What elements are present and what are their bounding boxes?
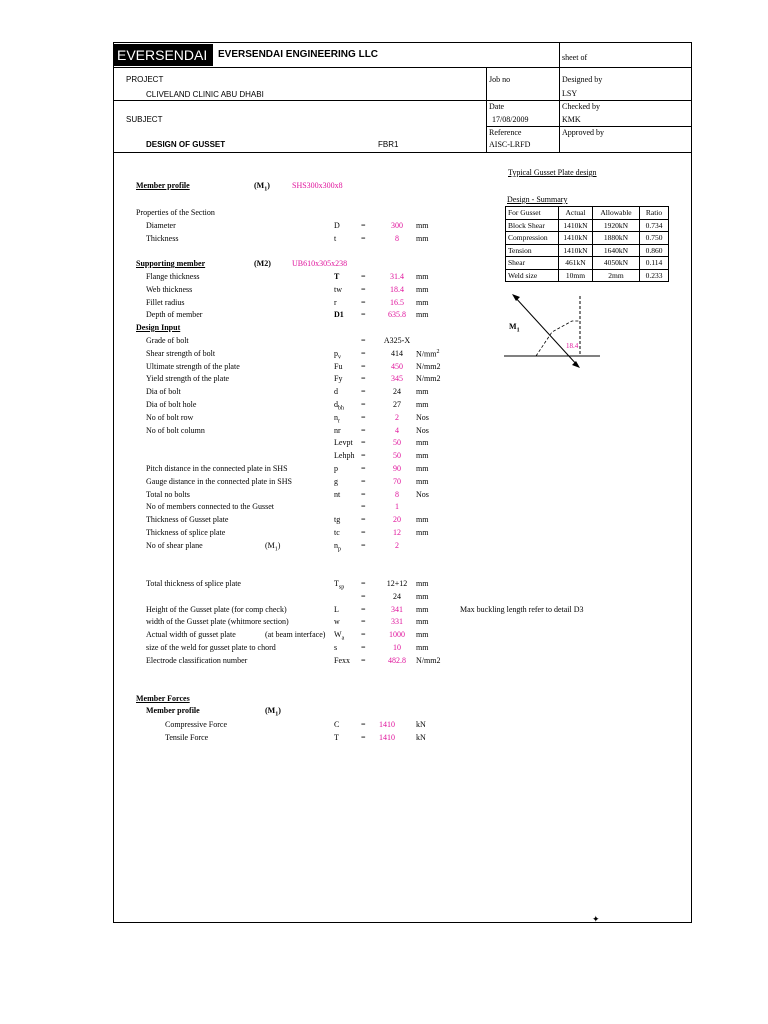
row-unit: Nos — [416, 425, 429, 435]
summary-header-cell: Actual — [559, 207, 593, 220]
gusset-outline — [536, 321, 580, 356]
summary-cell: Block Shear — [506, 219, 559, 232]
designed-by-value: LSY — [562, 89, 578, 98]
row-unit: mm — [416, 579, 429, 588]
row-unit: mm — [416, 451, 429, 461]
row-equals: = — [361, 438, 366, 448]
row-label: Flange thickness — [146, 272, 200, 281]
row-unit: Nos — [416, 412, 429, 422]
supporting-member-value: UB610x305x238 — [292, 259, 348, 268]
row-symbol: $n_r$ — [334, 412, 340, 425]
header-divider — [113, 100, 692, 101]
summary-cell: 1920kN — [593, 219, 640, 232]
summary-cell: 1410kN — [559, 219, 593, 232]
row-label: Total thickness of splice plate — [146, 579, 241, 588]
summary-header-cell: Ratio — [640, 207, 669, 220]
summary-cell: 0.750 — [640, 232, 669, 245]
row-value: 635.8 — [388, 310, 406, 320]
summary-cell: 2mm — [593, 269, 640, 282]
row-label: No of shear plane — [146, 540, 203, 550]
design-summary-table — [505, 206, 669, 282]
reference-label: Reference — [489, 128, 522, 137]
row-equals: = — [361, 528, 366, 537]
row-value: 1410 — [379, 720, 395, 729]
row-symbol: D — [334, 221, 340, 230]
row-label: Tensile Force — [165, 732, 209, 742]
summary-cell: 461kN — [559, 257, 593, 270]
member-profile-label: Member profile — [136, 181, 190, 190]
summary-cell: 1640kN — [593, 244, 640, 257]
row-equals: = — [361, 272, 366, 281]
row-label: Grade of bolt — [146, 336, 189, 345]
row-equals: = — [361, 464, 366, 473]
row-label: Yield strength of the plate — [146, 374, 230, 384]
row-equals: = — [361, 604, 366, 614]
sketch-member-label: $M_1$ — [509, 322, 520, 334]
summary-cell: Tension — [506, 244, 559, 257]
row-equals: = — [361, 502, 366, 512]
row-equals: = — [361, 361, 366, 371]
row-symbol: T — [334, 272, 340, 281]
row-symbol: $p_v$ — [334, 348, 341, 361]
summary-cell: Shear — [506, 257, 559, 270]
subject-label: SUBJECT — [126, 115, 163, 124]
row-label: Thickness of splice plate — [146, 528, 226, 537]
row-value: 345 — [391, 374, 403, 384]
row-value: 10 — [393, 643, 401, 652]
row-symbol: $n_p$ — [334, 540, 341, 553]
row-symbol: T — [334, 732, 339, 742]
row-value: 27 — [393, 400, 401, 409]
date-value: 17/08/2009 — [492, 115, 529, 124]
row-equals: = — [361, 425, 366, 435]
row-value: 1 — [395, 502, 399, 512]
summary-header-cell: For Gusset — [506, 207, 559, 220]
row-equals: = — [361, 591, 366, 601]
row-unit: N/mm2 — [416, 361, 441, 371]
row-value: 1000 — [389, 630, 405, 640]
row-label: size of the weld for gusset plate to chord — [146, 643, 276, 652]
row-value: 24 — [393, 591, 401, 601]
typical-design-title: Typical Gusset Plate design — [508, 168, 597, 177]
approved-by-label: Approved by — [562, 128, 604, 137]
row-symbol: Levpt — [334, 438, 353, 448]
summary-header-row — [506, 207, 669, 220]
row-unit: mm — [416, 464, 429, 473]
company-name: EVERSENDAI ENGINEERING LLC — [218, 49, 379, 60]
row-value: 24 — [393, 387, 401, 397]
row-label: Total no bolts — [146, 489, 190, 499]
row-value: 2 — [395, 540, 399, 550]
row-extra: (at beam interface) — [265, 630, 326, 640]
member-forces-heading: Member Forces — [136, 694, 190, 703]
row-value: 90 — [393, 464, 401, 473]
row-symbol: D1 — [334, 310, 344, 320]
row-label: Electrode classification number — [146, 655, 248, 665]
arrow-head-icon — [572, 361, 580, 368]
summary-title: Design - Summary — [507, 195, 568, 204]
row-equals: = — [361, 412, 366, 422]
row-symbol: Lehph — [334, 451, 355, 461]
row-equals: = — [361, 579, 366, 588]
summary-row — [506, 244, 669, 257]
row-equals: = — [361, 297, 366, 307]
row-symbol: w — [334, 617, 340, 627]
header-divider — [113, 67, 692, 68]
row-value: 18.4 — [390, 284, 404, 294]
summary-cell: 10mm — [559, 269, 593, 282]
row-equals: = — [361, 336, 366, 345]
supporting-member-symbol: (M2) — [254, 259, 271, 268]
design-input-heading: Design Input — [136, 323, 181, 332]
row-symbol: r — [334, 297, 337, 307]
row-label: Actual width of gusset plate — [146, 630, 236, 640]
summary-row — [506, 269, 669, 282]
header-divider — [486, 126, 692, 127]
row-value: A325-X — [383, 336, 411, 345]
row-symbol: $T_{sp}$ — [334, 579, 345, 591]
checked-by-value: KMK — [562, 115, 581, 124]
row-value: 12+12 — [386, 579, 408, 588]
row-equals: = — [361, 489, 366, 499]
header-divider — [486, 67, 487, 152]
row-value: 50 — [393, 451, 401, 461]
row-unit: mm — [416, 387, 429, 397]
row-value: 300 — [391, 221, 403, 230]
summary-cell: 0.233 — [640, 269, 669, 282]
summary-cell: 4050kN — [593, 257, 640, 270]
row-value: 331 — [391, 617, 403, 627]
row-label: No of members connected to the Gusset — [146, 502, 274, 512]
row-equals: = — [361, 655, 366, 665]
row-unit: mm — [416, 310, 429, 320]
reference-value: AISC-LRFD — [489, 140, 531, 149]
project-label: PROJECT — [126, 75, 164, 84]
row-value: 12 — [393, 528, 401, 537]
row-unit: $N/mm^2$ — [416, 348, 440, 359]
row-unit: mm — [416, 515, 429, 525]
member-profile-symbol: $(M_1)$ — [254, 181, 270, 193]
properties-heading: Properties of the Section — [136, 208, 215, 217]
subject-code: FBR1 — [378, 140, 399, 149]
row-label: Thickness — [146, 233, 179, 243]
row-value: 50 — [393, 438, 401, 448]
row-symbol: tg — [334, 515, 341, 525]
row-unit: mm — [416, 528, 429, 537]
row-label: Fillet radius — [146, 297, 185, 307]
row-symbol: C — [334, 720, 340, 729]
corner-mark-icon: ✦ — [592, 914, 600, 924]
row-equals: = — [361, 515, 366, 525]
row-unit: kN — [416, 720, 426, 729]
summary-row — [506, 232, 669, 245]
row-label: Gauge distance in the connected plate in SHS — [146, 476, 292, 486]
job-no-label: Job no — [489, 75, 511, 84]
row-equals: = — [361, 720, 366, 729]
row-unit: mm — [416, 221, 429, 230]
row-unit: Nos — [416, 489, 429, 499]
row-note: Max buckling length refer to detail D3 — [460, 604, 584, 614]
row-value: 2 — [395, 412, 399, 422]
row-value: 20 — [393, 515, 401, 525]
row-label: No of bolt column — [146, 425, 205, 435]
row-value: 450 — [391, 361, 403, 371]
summary-row — [506, 257, 669, 270]
row-symbol: tw — [334, 284, 342, 294]
row-value: 414 — [391, 348, 403, 358]
row-unit: mm — [416, 297, 429, 307]
row-symbol: Fu — [334, 361, 343, 371]
summary-cell: 1410kN — [559, 244, 593, 257]
date-label: Date — [489, 102, 505, 111]
subject-title: DESIGN OF GUSSET — [146, 140, 226, 149]
summary-cell: Weld size — [506, 269, 559, 282]
summary-cell: 0.734 — [640, 219, 669, 232]
row-label: Ultimate strength of the plate — [146, 361, 240, 371]
row-extra: $(M_1)$ — [265, 540, 281, 553]
row-unit: mm — [416, 284, 429, 294]
row-symbol: d — [334, 387, 338, 397]
checked-by-label: Checked by — [562, 102, 600, 111]
row-symbol: L — [334, 604, 339, 614]
row-symbol: s — [334, 643, 338, 652]
row-equals: = — [361, 233, 366, 243]
row-symbol: Fexx — [334, 655, 350, 665]
row-equals: = — [361, 540, 366, 550]
header-divider — [559, 42, 560, 152]
summary-header-cell: Allowable — [593, 207, 640, 220]
row-equals: = — [361, 617, 366, 627]
row-symbol: $W_a$ — [334, 630, 345, 642]
row-value: 8 — [395, 489, 399, 499]
row-unit: N/mm2 — [416, 655, 441, 665]
row-label: Shear strength of bolt — [146, 348, 216, 358]
row-label: Compressive Force — [165, 720, 227, 729]
row-label: Depth of member — [146, 310, 203, 320]
row-value: 4 — [395, 425, 399, 435]
row-unit: mm — [416, 233, 429, 243]
row-value: 1410 — [379, 732, 395, 742]
row-value: 70 — [393, 476, 401, 486]
row-unit: mm — [416, 476, 429, 486]
arrow-head-icon — [512, 294, 520, 301]
row-symbol: t — [334, 233, 337, 243]
row-unit: mm — [416, 400, 429, 409]
row-label: width of the Gusset plate (whitmore section) — [146, 617, 289, 627]
row-symbol: tc — [334, 528, 340, 537]
summary-cell: 0.114 — [640, 257, 669, 270]
row-label: No of bolt row — [146, 412, 194, 422]
designed-by-label: Designed by — [562, 75, 603, 84]
row-equals: = — [361, 284, 366, 294]
row-unit: mm — [416, 617, 429, 627]
row-symbol: $d_{bh}$ — [334, 400, 344, 412]
summary-cell: 1410kN — [559, 232, 593, 245]
row-unit: kN — [416, 732, 426, 742]
row-symbol: g — [334, 476, 338, 486]
row-symbol: nr — [334, 425, 341, 435]
forces-profile-label: Member profile — [146, 706, 200, 715]
summary-cell: 1880kN — [593, 232, 640, 245]
row-label: Pitch distance in the connected plate in SHS — [146, 464, 288, 473]
row-unit: mm — [416, 591, 429, 601]
row-label: Thickness of Gusset plate — [146, 515, 229, 525]
project-name: CLIVELAND CLINIC ABU DHABI — [146, 90, 264, 99]
row-label: Dia of bolt hole — [146, 400, 197, 409]
row-equals: = — [361, 630, 366, 640]
company-logo: EVERSENDAI — [113, 44, 213, 66]
row-label: Diameter — [146, 221, 176, 230]
row-equals: = — [361, 221, 366, 230]
row-unit: mm — [416, 630, 429, 640]
row-symbol: nt — [334, 489, 341, 499]
row-equals: = — [361, 451, 366, 461]
row-equals: = — [361, 643, 366, 652]
summary-cell: Compression — [506, 232, 559, 245]
row-label: Dia of bolt — [146, 387, 181, 397]
row-value: 31.4 — [390, 272, 404, 281]
row-value: 341 — [391, 604, 403, 614]
row-equals: = — [361, 732, 366, 742]
row-value: 16.5 — [390, 297, 404, 307]
row-unit: mm — [416, 643, 429, 652]
summary-cell: 0.860 — [640, 244, 669, 257]
row-equals: = — [361, 310, 366, 320]
summary-row — [506, 219, 669, 232]
row-equals: = — [361, 400, 366, 409]
row-unit: N/mm2 — [416, 374, 441, 384]
supporting-member-label: Supporting member — [136, 259, 206, 268]
row-equals: = — [361, 387, 366, 397]
row-label: Web thickness — [146, 284, 193, 294]
row-unit: mm — [416, 604, 429, 614]
row-equals: = — [361, 374, 366, 384]
member-profile-value: SHS300x300x8 — [292, 181, 343, 190]
row-value: 482.8 — [388, 655, 406, 665]
row-unit: mm — [416, 438, 429, 448]
row-value: 8 — [395, 233, 399, 243]
row-symbol: Fy — [334, 374, 343, 384]
row-symbol: p — [334, 464, 338, 473]
sheet-of-label: sheet of — [562, 53, 588, 62]
row-equals: = — [361, 476, 366, 486]
row-label: Height of the Gusset plate (for comp check) — [146, 604, 287, 614]
sketch-dimension: 18.4 — [566, 342, 579, 350]
row-unit: mm — [416, 272, 429, 281]
header-divider — [113, 152, 692, 153]
forces-profile-symbol: $(M_1)$ — [265, 706, 281, 718]
row-equals: = — [361, 348, 366, 358]
